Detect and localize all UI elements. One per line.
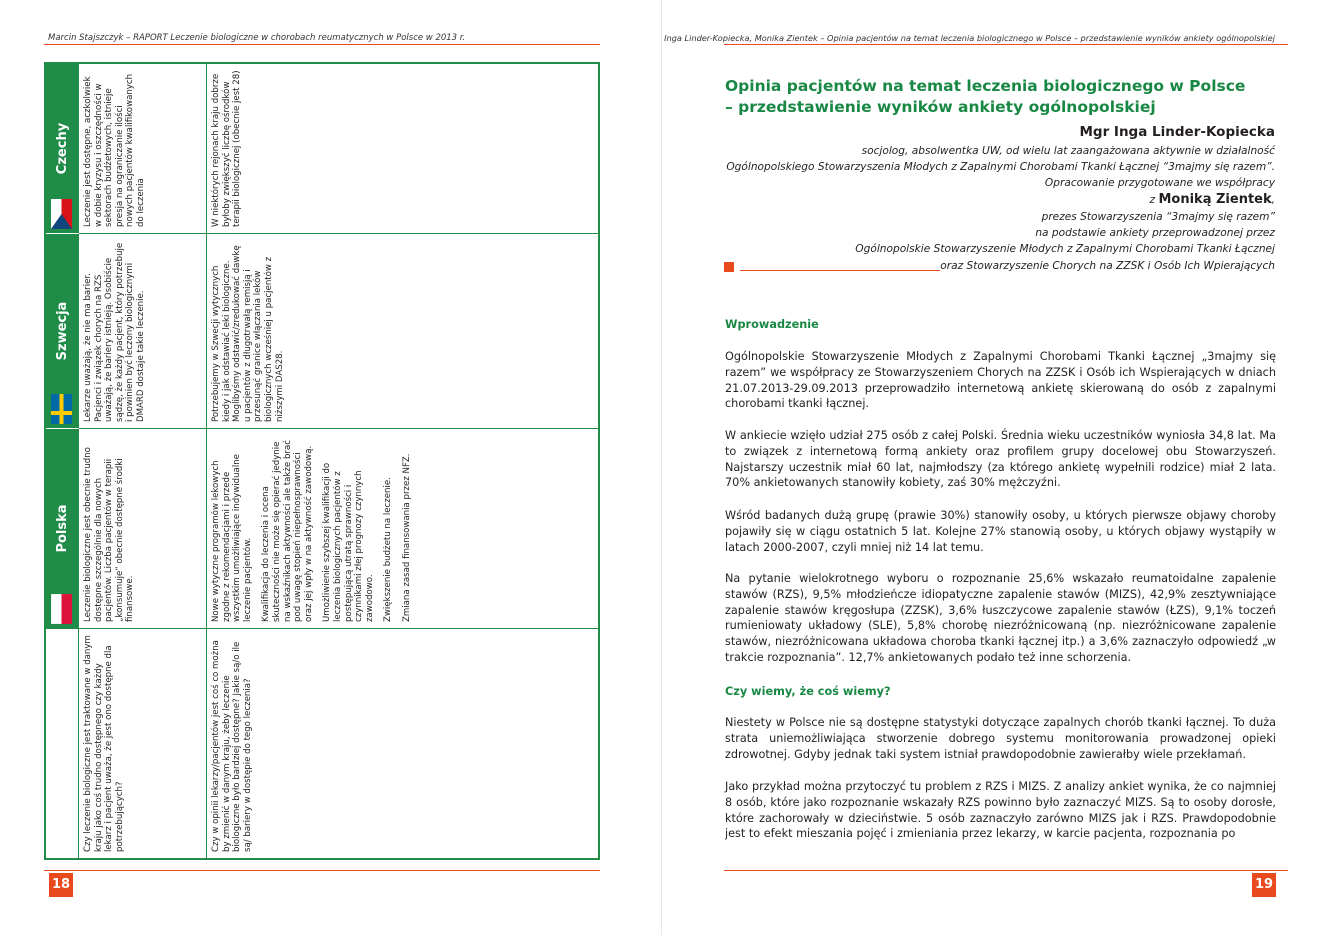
running-head-left: Marcin Stajszczyk – RAPORT Leczenie biologiczne w chorobach reumatycznych w Polsce w 2013 r. <box>48 33 466 43</box>
title-line: Opinia pacjentów na temat leczenia biologicznego w Polsce <box>725 77 1246 95</box>
byline-line: oraz Stowarzyszenie Chorych na ZZSK i Osób Ich Wpierających <box>940 260 1275 272</box>
byline-line: Ogólnopolskiego Stowarzyszenia Młodych z Zapalnymi Chorobami Tkanki Łącznej “3majmy się razem”. <box>726 161 1275 173</box>
table-cell-czechy-1 <box>79 64 207 233</box>
answer-text: Zwiększenie budżetu na leczenie. <box>383 477 394 622</box>
page-number-right: 19 <box>1252 873 1276 897</box>
running-head-right: Inga Linder-Kopiecka, Monika Zientek – Opinia pacjentów na temat leczenia biologicznego w Polsce – przedstawienie wyników ankiety ogólnopolskiej <box>664 33 1275 43</box>
left-page <box>0 0 661 935</box>
table-corner <box>46 628 79 858</box>
czech-flag-icon <box>51 199 72 229</box>
header-rule <box>724 44 1288 45</box>
column-header-polska <box>46 428 79 628</box>
paragraph: Wśród badanych dużą grupę (prawie 30%) stanowiły osoby, u których pierwsze objawy choroby pojawiły się w ciągu ostatnich 5 lat. Kolejne 27% stanowią osoby, u których objawy wystąpiły w latach 2000-2007, czyli mniej niż 14 lat temu. <box>725 509 1276 554</box>
byline-line: prezes Stowarzyszenia “3majmy się razem” <box>1041 211 1275 223</box>
question-text: Czy w opinii lekarzy/pacjentów jest coś co można by zmienić w danym kraju, żeby leczenie biologiczne było bardziej dostępne? Jakie są/o ile są/ bariery w dostępie do tego leczenia? <box>211 640 253 852</box>
byline-line: na podstawie ankiety przeprowadzonej przez <box>1035 227 1275 239</box>
coauthor-prefix: z <box>1149 194 1156 206</box>
question-text: Czy leczenie biologiczne jest traktowane w danym kraju jako coś trudno dostępnego czy każdy lekarz i pacjent uważa, że jest ono dostępne dla potrzebujących? <box>83 635 125 852</box>
byline-line: Opracowanie przygotowane we współpracy <box>1044 177 1275 189</box>
page-number-left: 18 <box>49 873 73 897</box>
paragraph: Jako przykład można przytoczyć tu problem z RZS i MIZS. Z analizy ankiet wynika, że co najmniej 8 osób, które jako rozpoznanie wskazały RZS powinno było zaznaczyć MIZS. Są to osoby dorosłe, które zachorowały w dzieciństwie. 5 osób zaznaczyło zarówno MIZS jak i RZS. Prawdopodobnie jest to efekt mieszania pojęć i zmieniania przez lekarzy, w karcie pacjenta, rozpoznania po <box>725 780 1276 841</box>
column-header-label: Polska <box>55 504 70 553</box>
column-header-label: Czechy <box>55 122 70 175</box>
title-line: – przedstawienie wyników ankiety ogólnopolskiej <box>725 98 1156 116</box>
table-cell-czechy-2 <box>207 64 598 233</box>
answer-text: Zmiana zasad finansowania przez NFZ. <box>401 453 412 622</box>
poland-flag-icon <box>51 594 72 624</box>
answer-text: Umożliwienie szybszej kwalifikacji do leczenia biologicznych pacjentów z postępującą utratą sprawności i czynnikami złej prognozy czynnych zawodowo. <box>322 462 375 622</box>
section-heading-czy-wiemy: Czy wiemy, że coś wiemy? <box>725 685 891 698</box>
paragraph: Na pytanie wielokrotnego wyboru o rozpoznanie 25,6% wskazało reumatoidalne zapalenie stawów (RZS), 9,5% młodzieńcze idiopatyczne zapalenie stawów (MIZS), 42,9% zesztywniające zapalenie stawów kręgosłupa (ZZSK), 3,6% łuszczycowe zapalenie stawów (ŁZS), 9,1% toczeń rumieniowaty układowy (SLE), 5,8% chorobę niezróżnicowaną (np. niezróżnicowane zapalenie stawów, niezróżnicowana układowa choroba tkanki łącznej itp.) a 3,6% zaznaczyło odpowiedź „w trakcie rozpoznania”. 12,7% ankietowanych podało też inne schorzenia. <box>725 572 1276 664</box>
column-header-szwecja <box>46 233 79 428</box>
table-cell-question-2 <box>207 628 598 858</box>
answer-text: Lekarze uważają, że nie ma barier. Pacjenci i związek chorych na RZS uważają, że bariery istnieją. Osobiście sądzę, że każdy pacjent, który potrzebuje i powinien być leczony biologicznymi DMARD dostaje takie leczenie. <box>83 242 146 422</box>
table-cell-szwecja-2 <box>207 233 598 428</box>
author-name: Mgr Inga Linder-Kopiecka <box>1079 124 1275 140</box>
table-cell-polska-2 <box>207 428 598 628</box>
table-cell-szwecja-1 <box>79 233 207 428</box>
answer-text: Leczenie jest dostępne, aczkolwiek w dobie kryzysu i oszczędności w sektorach budżetowych, istnieje presja na ograniczanie ilości nowych pacjentów kwalifikowanych do leczenia <box>83 73 146 227</box>
article-title <box>725 76 1285 118</box>
paragraph: W ankiecie wzięło udział 275 osób z całej Polski. Średnia wieku uczestników wyniosła 34,8 lat. Ma to związek z internetową formą ankiety oraz profilem grupy docelowej obu Stowarzyszeń. Najstarszy uczestnik miał 60 lat, najmłodszy (za którego ankietę wypełnili rodzice) miał 2 lata. 70% ankietowanych stanowiły kobiety, zaś 30% mężczyźni. <box>725 429 1276 490</box>
paragraph: Niestety w Polsce nie są dostępne statystyki dotyczące zapalnych chorób tkanki łącznej. To duża strata uniemożliwiająca stworzenie dobrego systemu monitorowania prowadzonej opieki zdrowotnej. Gdyby jednak taki system istniał prawdopodobnie zawierałby wiele przekłamań. <box>725 716 1276 761</box>
answer-text: Kwalifikacja do leczenia i ocena skuteczności nie może się opierać jedynie na wskaźnikach aktywności ale także brać pod uwagę stopień niepełnosprawności oraz jej wpły w na aktywność zawodową. <box>261 440 314 622</box>
answer-text: W niektórych rejonach kraju dobrze byłoby zwiększyć liczbę ośrodków terapii biologicznej (obecnie jest 28) <box>211 70 243 227</box>
header-rule <box>44 44 600 45</box>
table-cell-polska-1 <box>79 428 207 628</box>
signature-rule <box>740 270 940 271</box>
sweden-flag-icon <box>51 394 72 424</box>
byline-line: socjolog, absolwentka UW, od wielu lat zaangażowana aktywnie w działalność <box>861 145 1275 157</box>
column-header-label: Szwecja <box>55 301 70 361</box>
answer-text: Potrzebujemy w Szwecji wytycznych kiedy i jak odstawiać leki biologiczne. Moglibyśmy odstawić/zredukować dawkę u pacjentów z długotrwałą remisją i przesunąć granice włączania leków biologicznych wcześniej u pacjentów z niższymi DAS28. <box>211 245 285 422</box>
answer-text: Leczenie biologiczne jest obecnie trudno dostępne szczególnie dla nowych pacjentów. Liczba pacjentów w terapii „konsumuje” obecnie dostępne środki finansowe. <box>83 447 136 622</box>
coauthor-suffix: , <box>1271 194 1275 206</box>
paragraph: Ogólnopolskie Stowarzyszenie Młodych z Zapalnymi Chorobami Tkanki Łącznej „3majmy się razem” we współpracy ze Stowarzyszeniem Chorych na ZZSK i Osób ich Wspierających w dniach 21.07.2013-29.09.2013 przeprowadziło internetową ankietę skierowaną do osób z zapalnymi chorobami tkanki łącznej. <box>725 350 1276 411</box>
comparison-table <box>46 64 598 858</box>
column-header-czechy <box>46 64 79 233</box>
footer-rule <box>44 870 600 871</box>
table-cell-question-1 <box>79 628 207 858</box>
section-heading-wprowadzenie: Wprowadzenie <box>725 318 819 331</box>
byline-line: Ogólnopolskie Stowarzyszenie Młodych z Zapalnymi Chorobami Tkanki Łącznej <box>855 243 1275 255</box>
answer-text: Nowe wytyczne programów lekowych zgodne z rekomendacjami i przede wszystkim umożliwiające indywidualne leczenie pacjentów. <box>211 454 253 622</box>
coauthor-line <box>1150 192 1275 208</box>
footer-rule <box>724 870 1288 871</box>
coauthor-name: Moniką Zientek <box>1158 192 1272 207</box>
orange-square-marker <box>724 262 734 272</box>
comparison-table-frame <box>44 62 600 860</box>
